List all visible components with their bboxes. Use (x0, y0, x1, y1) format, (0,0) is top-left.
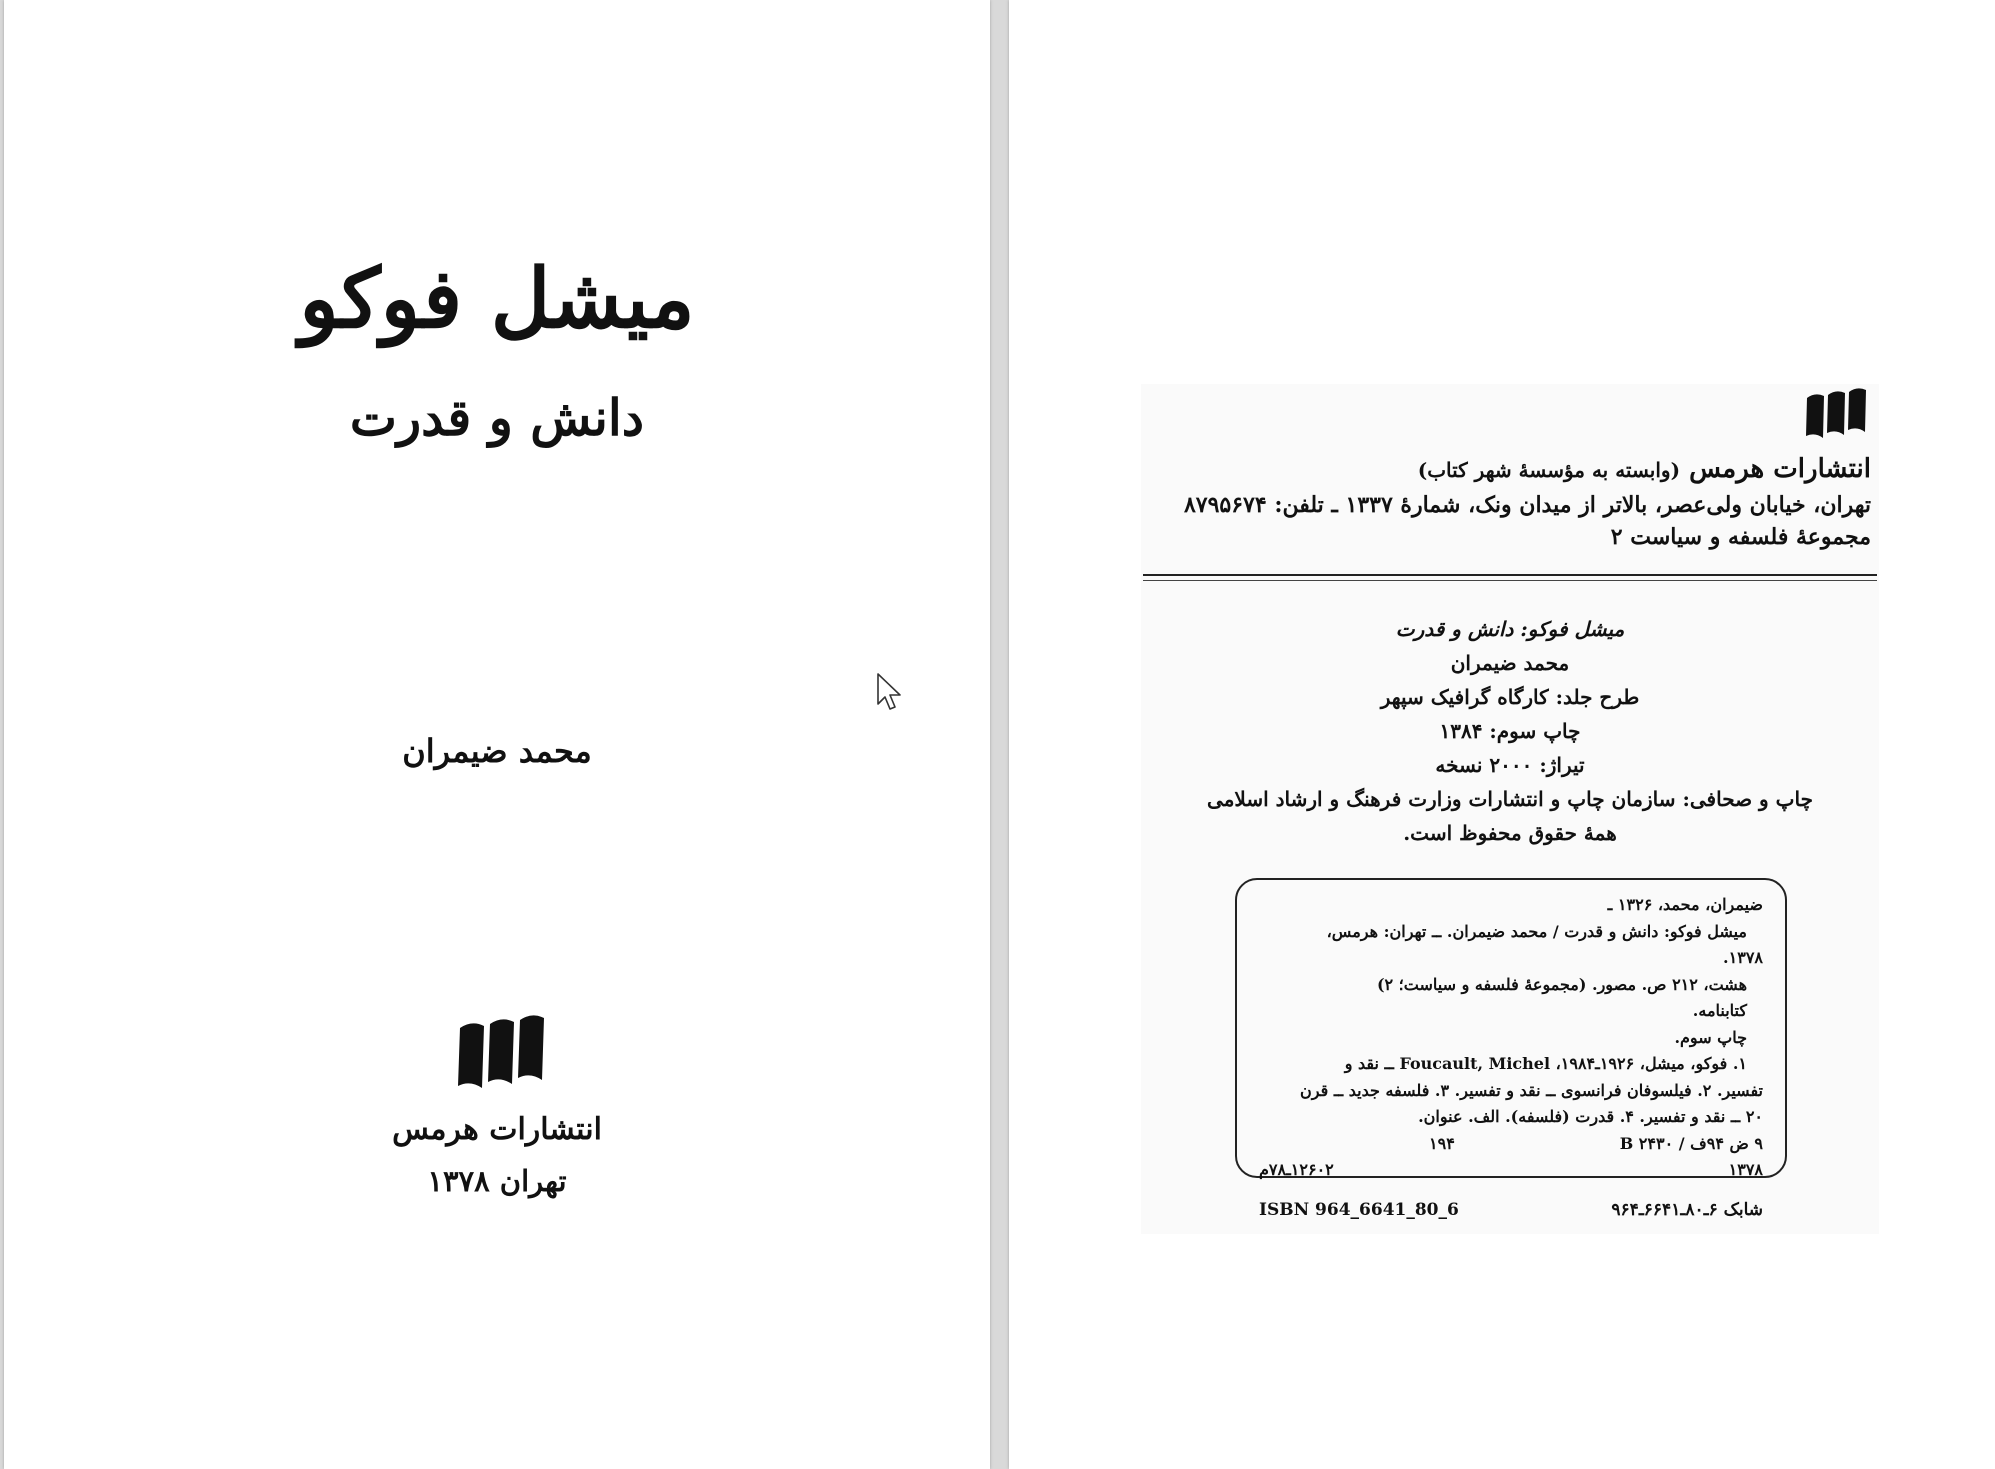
mouse-cursor-icon (876, 672, 902, 712)
colophon-cover-design: طرح جلد: کارگاه گرافیک سپهر (1380, 685, 1640, 709)
title-page (4, 0, 990, 1469)
cip-line: ۱۳۷۸. (1723, 948, 1763, 967)
publisher-heading (1418, 454, 1871, 484)
colophon-print-run: تیراژ: ۲۰۰۰ نسخه (1435, 753, 1585, 777)
hermes-logo-icon (456, 1014, 550, 1092)
colophon-edition: چاپ سوم: ۱۳۸۴ (1439, 719, 1581, 743)
copyright-page (1009, 0, 1995, 1469)
divider (1143, 574, 1877, 576)
colophon-rights: همهٔ حقوق محفوظ است. (1403, 821, 1617, 845)
city-year: تهران ۱۳۷۸ (427, 1164, 567, 1198)
author-name: محمد ضیمران (402, 732, 592, 770)
publisher-name: انتشارات هرمس (392, 1112, 602, 1147)
hermes-logo-icon (1805, 388, 1869, 440)
series-name: مجموعهٔ فلسفه و سیاست ۲ (1610, 524, 1871, 550)
cip-line: کتابنامه. (1692, 1001, 1747, 1020)
cip-year-code: ۱۳۷۸ (1728, 1160, 1763, 1179)
publisher-affiliation: (وابسته به مؤسسهٔ شهر کتاب) (1417, 458, 1681, 482)
cip-line: هشت، ۲۱۲ ص. مصور. (مجموعهٔ فلسفه و سیاست؛ ۲) (1376, 974, 1747, 994)
book-subtitle: دانش و قدرت (349, 388, 645, 447)
cip-line: میشل فوکو: دانش و قدرت / محمد ضیمران. ــ تهران: هرمس، (1326, 921, 1747, 941)
cataloging-record-box (1235, 878, 1787, 1178)
colophon-title: میشل فوکو: دانش و قدرت (1395, 617, 1625, 641)
scanned-colophon-block (1141, 384, 1879, 1234)
publisher-address: تهران، خیابان ولی‌عصر، بالاتر از میدان ونک، شمارهٔ ۱۳۳۷ ـ تلفن: ۸۷۹۵۶۷۴ (1183, 492, 1871, 518)
isbn-row (1259, 1200, 1763, 1220)
cip-line: ۲۰ ــ نقد و تفسیر. ۴. قدرت (فلسفه). الف. عنوان. (1418, 1107, 1763, 1126)
book-title: میشل فوکو (299, 251, 695, 347)
isbn-english: ISBN 964_6641_80_6 (1259, 1200, 1459, 1220)
isbn-persian: شابک ۶ـ۸۰ـ۶۶۴۱ـ۹۶۴ (1611, 1200, 1763, 1220)
divider (1143, 580, 1877, 581)
cip-library-row (1259, 1157, 1763, 1184)
cip-classification-row (1259, 1131, 1763, 1158)
colophon (1141, 612, 1879, 850)
cip-line: ۱. فوکو، میشل، ۱۹۲۶ـ۱۹۸۴، Foucault, Michel ــ نقد و (1344, 1054, 1747, 1073)
cip-dewey-number: ۱۹۴ (1429, 1133, 1455, 1153)
colophon-printer: چاپ و صحافی: سازمان چاپ و انتشارات وزارت فرهنگ و ارشاد اسلامی (1207, 787, 1813, 811)
colophon-author: محمد ضیمران (1450, 651, 1570, 675)
cip-line: ضیمران، محمد، ۱۳۲۶ ـ (1607, 895, 1763, 914)
publisher-name: انتشارات هرمس (1689, 454, 1871, 484)
cip-class-number: ۹ ض ۹۴ف / B ۲۴۳۰ (1619, 1133, 1763, 1153)
cip-line: چاپ سوم. (1674, 1027, 1747, 1047)
cip-line: تفسیر. ۲. فیلسوفان فرانسوی ــ نقد و تفسیر. ۳. فلسفه جدید ــ قرن (1300, 1080, 1763, 1100)
cip-library-number: ۱۲۶۰۲ـ۷۸م (1259, 1160, 1334, 1179)
